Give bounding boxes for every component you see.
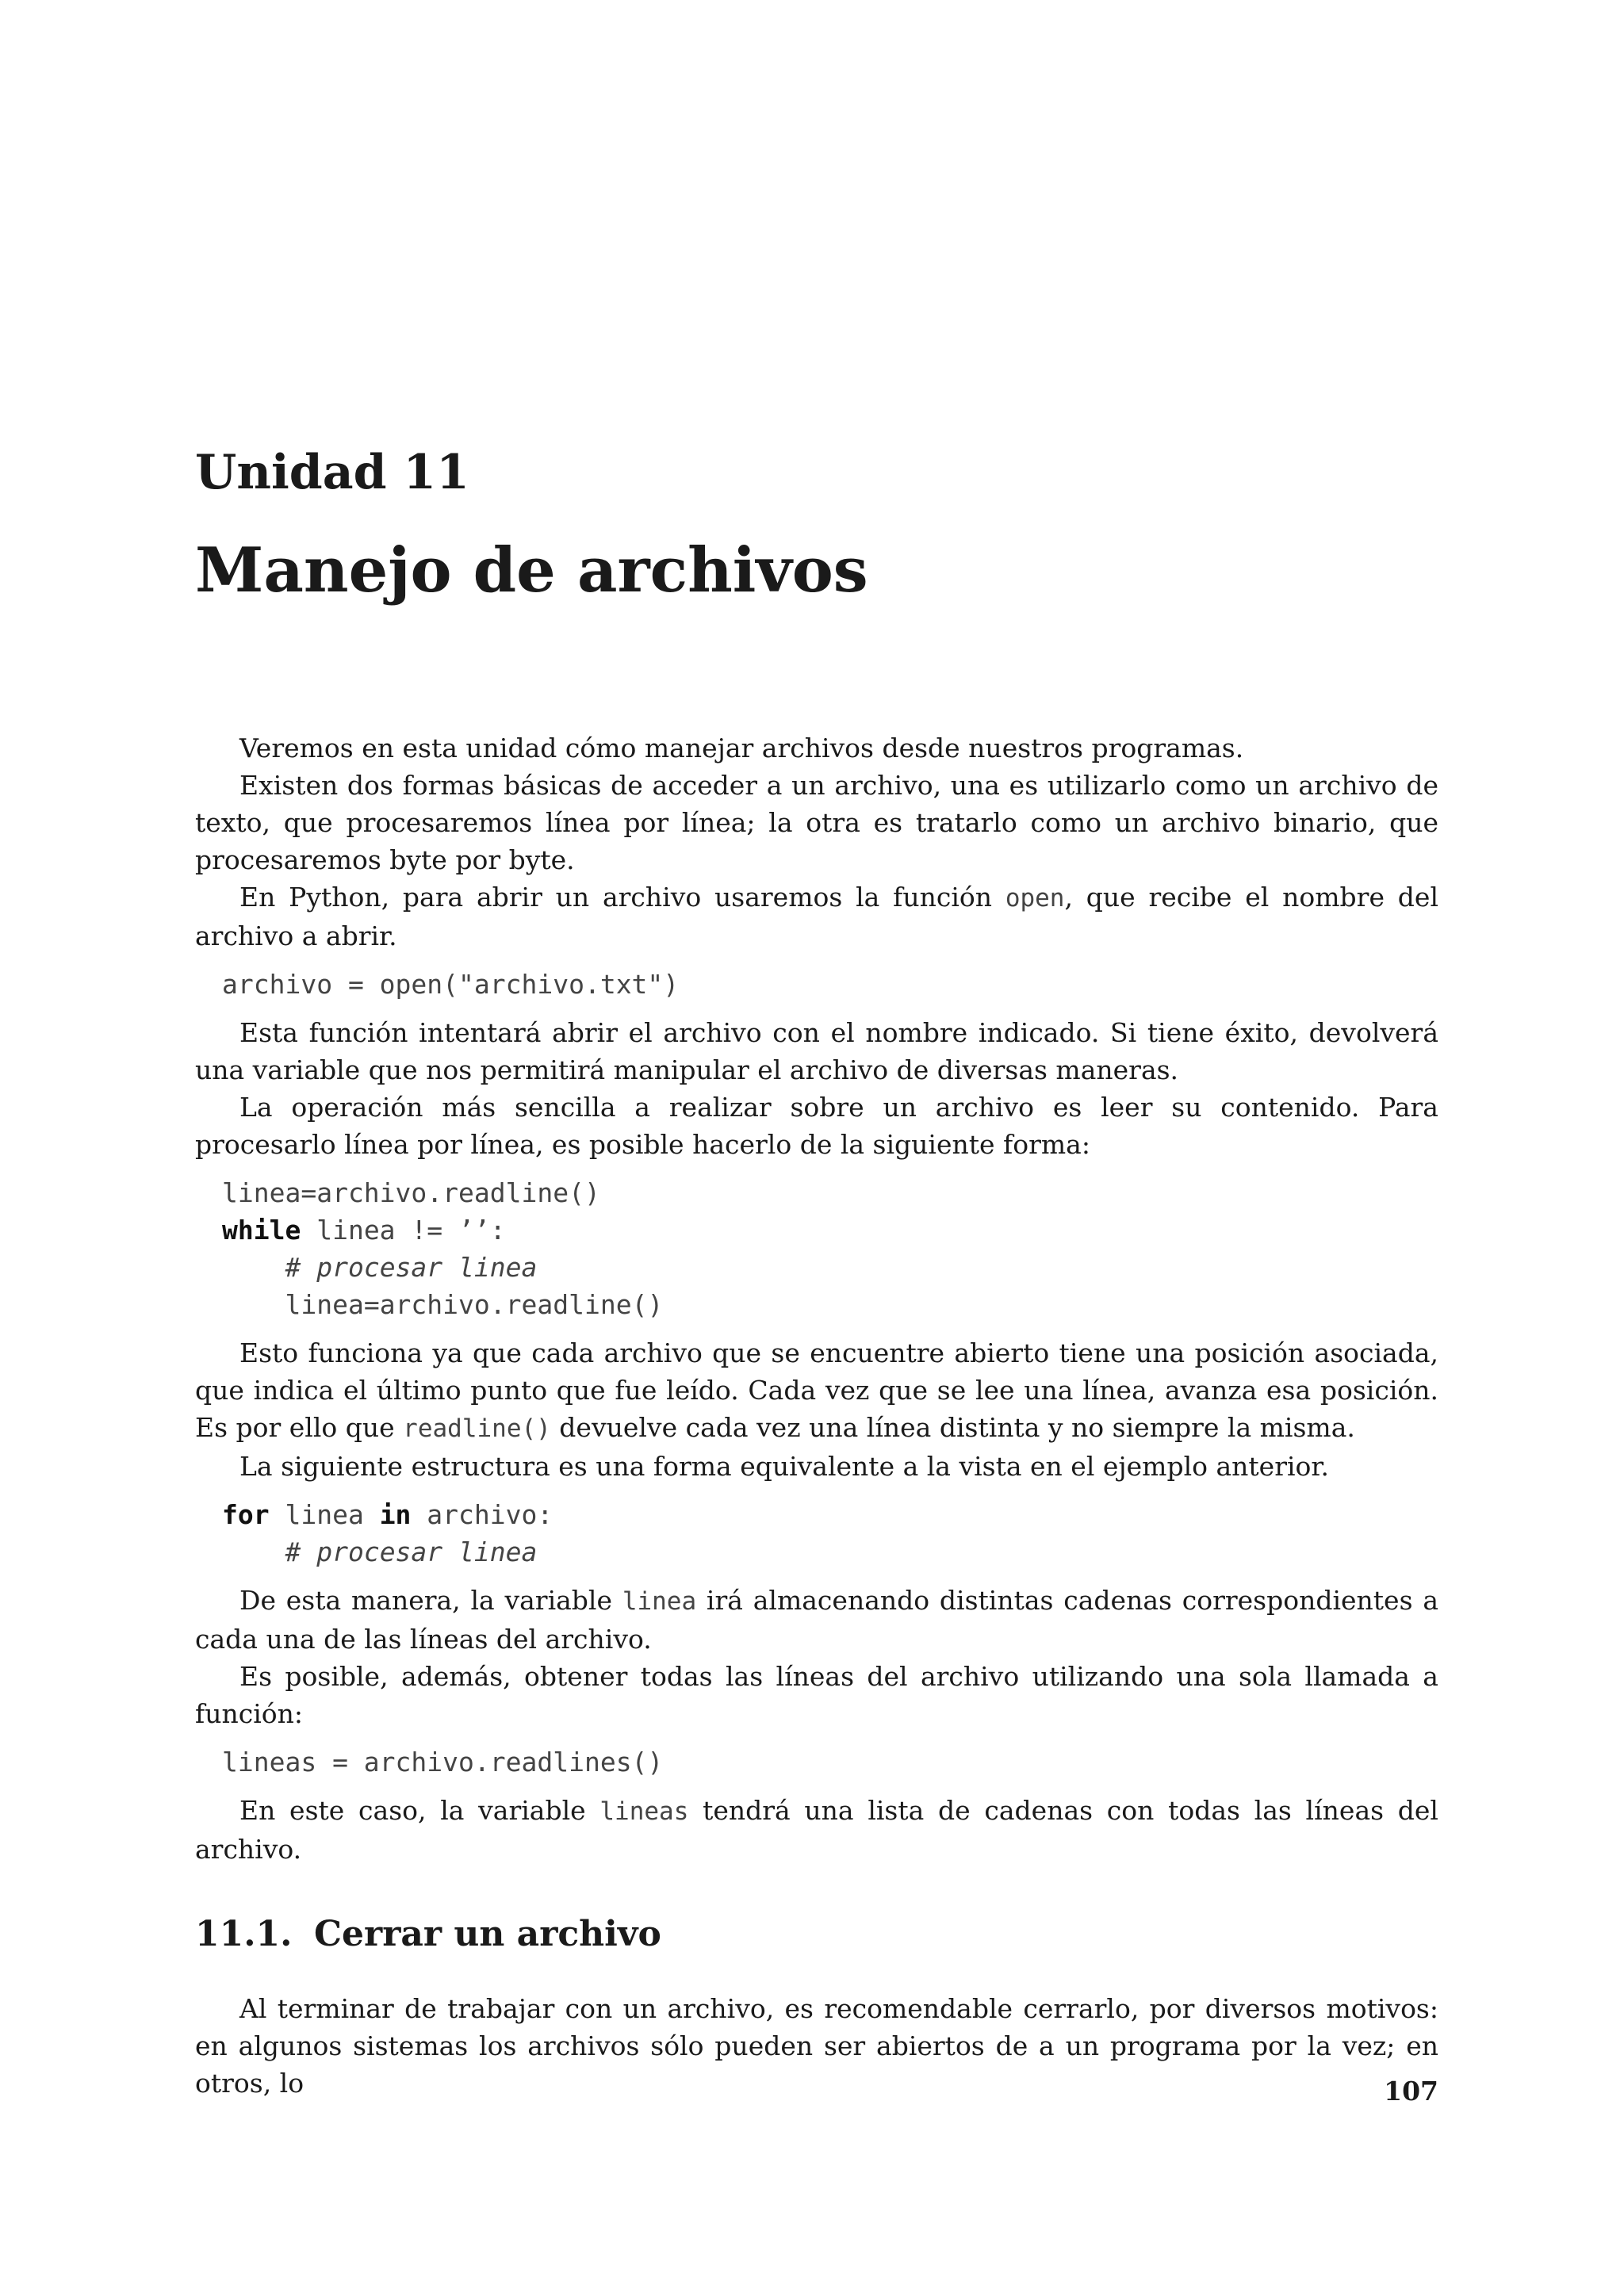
chapter-title: Manejo de archivos (195, 534, 868, 607)
code-line: lineas = archivo.readlines() (222, 1747, 664, 1777)
paragraph-open (195, 878, 1438, 955)
paragraph-close-file: Al terminar de trabajar con un archivo, es recomendable cerrarlo, por diversos motivos: en algunos sistemas los archivos sólo pueden ser abiertos de a un programa por la vez; en otros, lo (195, 1993, 1438, 2099)
section-heading (195, 1911, 1438, 1958)
code-line: archivo: (411, 1499, 553, 1530)
paragraph-access-modes: Existen dos formas básicas de acceder a un archivo, una es utilizarlo como un archivo de texto, que procesaremos línea por línea; la otra es tratarlo como un archivo binario, que procesaremos byte por byte. (195, 770, 1438, 875)
paragraph-linea-variable (195, 1582, 1438, 1658)
code-line: linea=archivo.readline() (222, 1177, 600, 1208)
paragraph-read-lines: La operación más sencilla a realizar sobre un archivo es leer su contenido. Para procesarlo línea por línea, es posible hacerlo de la siguiente forma: (195, 1092, 1438, 1160)
code-block-readline-loop (222, 1174, 1438, 1323)
code-comment: # procesar linea (285, 1252, 538, 1283)
paragraph-lineas-variable (195, 1792, 1438, 1868)
code-line: linea != ’’: (301, 1215, 506, 1246)
section-title: Cerrar un archivo (314, 1914, 661, 1954)
code-block-for-loop (222, 1496, 1438, 1571)
paragraph-open-result: Esta función intentará abrir el archivo con el nombre indicado. Si tiene éxito, devolverá una variable que nos permitirá manipular el archivo de diversas maneras. (195, 1017, 1438, 1085)
page-number: 107 (1384, 2076, 1438, 2107)
code-block-open (222, 966, 1438, 1003)
chapter-body (195, 729, 1438, 2102)
text-run: Esto funciona ya que cada archivo que se encuentre abierto tiene una posición asociada, que indica el último punto que fue leído. Cada vez que se lee una línea, avanza esa posición. Es por ello que (195, 1337, 1438, 1443)
text-run: , que recibe el nombre del archivo a abrir. (195, 882, 1438, 951)
paragraph-equivalent: La siguiente estructura es una forma equivalente a la vista en el ejemplo anterior. (239, 1451, 1330, 1482)
code-line: linea (269, 1499, 380, 1530)
code-keyword: in (379, 1499, 412, 1530)
inline-code-readline: readline() (403, 1414, 551, 1443)
code-block-readlines (222, 1743, 1438, 1781)
code-comment: # procesar linea (285, 1536, 538, 1567)
text-run: irá almacenando distintas cadenas correspondientes a cada una de las líneas del archivo. (195, 1585, 1438, 1655)
code-line: linea=archivo.readline() (285, 1289, 664, 1320)
text-run: devuelve cada vez una línea distinta y no siempre la misma. (550, 1412, 1355, 1443)
chapter-label: Unidad 11 (195, 445, 469, 500)
code-keyword: while (222, 1215, 301, 1246)
inline-code-linea: linea (622, 1587, 697, 1616)
text-run: En este caso, la variable (239, 1795, 600, 1826)
inline-code-lineas: lineas (599, 1797, 689, 1826)
inline-code-open: open (1005, 884, 1065, 913)
code-line: archivo = open("archivo.txt") (222, 969, 680, 1000)
page-content (195, 441, 1438, 2102)
text-run: tendrá una lista de cadenas con todas las líneas del archivo. (195, 1795, 1438, 1865)
paragraph-intro: Veremos en esta unidad cómo manejar archivos desde nuestros programas. (239, 733, 1244, 763)
code-keyword: for (222, 1499, 270, 1530)
paragraph-position (195, 1334, 1438, 1448)
text-run: De esta manera, la variable (239, 1585, 622, 1616)
section-number: 11.1. (195, 1914, 293, 1954)
paragraph-readlines: Es posible, además, obtener todas las líneas del archivo utilizando una sola llamada a función: (195, 1661, 1438, 1729)
text-run: En Python, para abrir un archivo usaremos la función (239, 882, 1005, 913)
